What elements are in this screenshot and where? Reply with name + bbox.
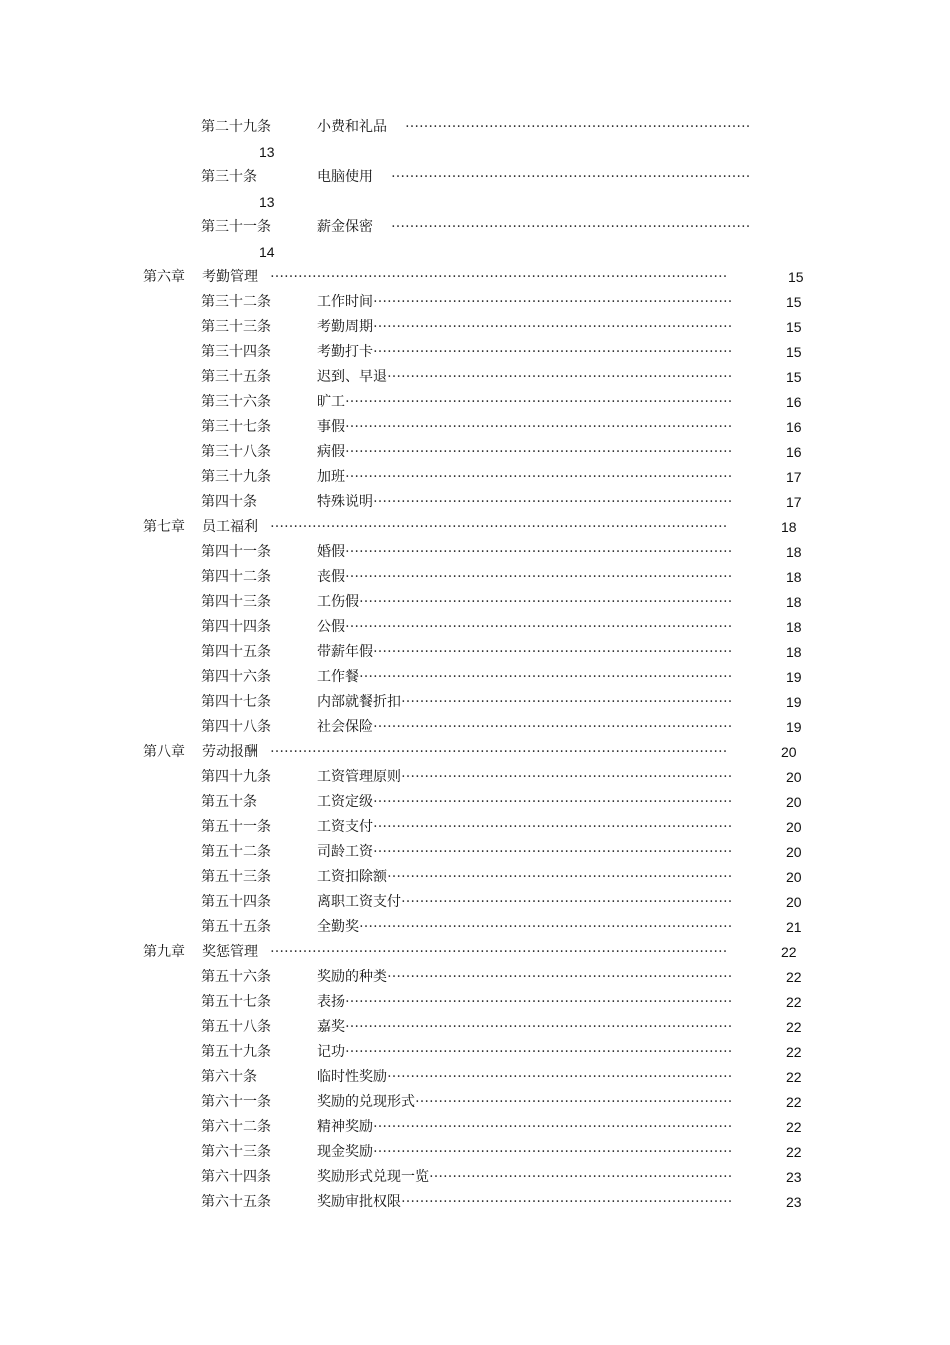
dot-leader	[345, 441, 732, 459]
article-number: 第六十二条	[201, 1119, 271, 1135]
article-number: 第三十六条	[201, 394, 271, 410]
page-number: 18	[786, 594, 802, 610]
page-number: 20	[781, 744, 797, 760]
chapter-number: 第七章	[143, 519, 185, 535]
toc-entry	[0, 866, 950, 888]
toc-entry	[0, 1116, 950, 1138]
dot-leader	[373, 491, 732, 509]
toc-entry	[0, 966, 950, 988]
entry-title: 考勤周期	[317, 319, 373, 335]
toc-entry	[0, 391, 950, 413]
toc-entry	[0, 816, 950, 838]
entry-title: 带薪年假	[317, 644, 373, 660]
entry-title: 旷工	[317, 394, 345, 410]
entry-title: 嘉奖	[317, 1019, 345, 1035]
page-number: 22	[786, 994, 802, 1010]
chapter-heading	[0, 516, 950, 538]
toc-entry	[0, 1016, 950, 1038]
dot-leader	[345, 991, 732, 1009]
dot-leader	[387, 966, 732, 984]
toc-entry	[0, 991, 950, 1013]
chapter-number: 第八章	[143, 744, 185, 760]
dot-leader	[345, 541, 732, 559]
dot-leader	[373, 316, 732, 334]
page-number: 19	[786, 694, 802, 710]
toc-entry	[0, 341, 950, 363]
toc-entry	[0, 591, 950, 613]
entry-title: 工资定级	[317, 794, 373, 810]
article-number: 第四十五条	[201, 644, 271, 660]
article-number: 第五十三条	[201, 869, 271, 885]
chapter-heading	[0, 266, 950, 288]
article-number: 第五十四条	[201, 894, 271, 910]
dot-leader	[373, 816, 732, 834]
toc-entry	[0, 1041, 950, 1063]
article-number: 第六十条	[201, 1069, 257, 1085]
article-number: 第四十二条	[201, 569, 271, 585]
article-number: 第三十七条	[201, 419, 271, 435]
page-number: 19	[786, 669, 802, 685]
article-number: 第四十六条	[201, 669, 271, 685]
chapter-heading	[0, 941, 950, 963]
toc-entry	[0, 691, 950, 713]
entry-title: 工资支付	[317, 819, 373, 835]
dot-leader	[345, 1041, 732, 1059]
article-number: 第六十一条	[201, 1094, 271, 1110]
toc-entry	[0, 716, 950, 738]
article-number: 第三十一条	[201, 219, 271, 235]
article-number: 第五十二条	[201, 844, 271, 860]
page-number: 15	[786, 319, 802, 335]
entry-title: 社会保险	[317, 719, 373, 735]
page-number: 22	[786, 1019, 802, 1035]
page-number: 18	[786, 544, 802, 560]
dot-leader	[401, 1191, 732, 1209]
entry-title: 奖励的兑现形式	[317, 1094, 415, 1110]
entry-title: 工作餐	[317, 669, 359, 685]
dot-leader	[373, 1116, 732, 1134]
dot-leader	[270, 516, 728, 534]
dot-leader	[373, 291, 732, 309]
entry-title: 表扬	[317, 994, 345, 1010]
dot-leader	[387, 366, 732, 384]
page-number: 22	[786, 1069, 802, 1085]
entry-title: 迟到、早退	[317, 369, 387, 385]
chapter-title: 考勤管理	[202, 269, 258, 285]
page-number: 14	[259, 244, 275, 260]
dot-leader	[345, 416, 732, 434]
dot-leader	[387, 866, 732, 884]
dot-leader	[387, 1066, 732, 1084]
entry-title: 奖励审批权限	[317, 1194, 401, 1210]
dot-leader	[359, 591, 732, 609]
dot-leader	[270, 741, 728, 759]
chapter-number: 第九章	[143, 944, 185, 960]
dot-leader	[401, 766, 732, 784]
article-number: 第三十四条	[201, 344, 271, 360]
dot-leader	[359, 916, 732, 934]
dot-leader	[373, 641, 732, 659]
toc-entry	[0, 891, 950, 913]
article-number: 第三十九条	[201, 469, 271, 485]
toc-entry	[0, 316, 950, 338]
article-number: 第五十八条	[201, 1019, 271, 1035]
entry-title: 考勤打卡	[317, 344, 373, 360]
dot-leader	[401, 891, 732, 909]
dot-leader	[391, 166, 750, 184]
page-number: 20	[786, 819, 802, 835]
page-number: 18	[786, 644, 802, 660]
page-number: 16	[786, 444, 802, 460]
page-number: 22	[786, 969, 802, 985]
dot-leader	[345, 616, 732, 634]
dot-leader	[345, 1016, 732, 1034]
page-number: 18	[781, 519, 797, 535]
article-number: 第四十一条	[201, 544, 271, 560]
article-number: 第四十七条	[201, 694, 271, 710]
entry-title: 记功	[317, 1044, 345, 1060]
page-number: 23	[786, 1194, 802, 1210]
article-number: 第三十八条	[201, 444, 271, 460]
dot-leader	[345, 566, 732, 584]
entry-title: 小费和礼品	[317, 119, 387, 135]
entry-title: 奖励的种类	[317, 969, 387, 985]
entry-title: 工伤假	[317, 594, 359, 610]
page-number: 20	[786, 894, 802, 910]
article-number: 第五十七条	[201, 994, 271, 1010]
chapter-title: 劳动报酬	[202, 744, 258, 760]
article-number: 第五十六条	[201, 969, 271, 985]
toc-entry	[0, 1141, 950, 1163]
entry-title: 奖励形式兑现一览	[317, 1169, 429, 1185]
entry-title: 临时性奖励	[317, 1069, 387, 1085]
article-number: 第六十三条	[201, 1144, 271, 1160]
page-number: 21	[786, 919, 802, 935]
article-number: 第四十三条	[201, 594, 271, 610]
toc-entry	[0, 791, 950, 813]
entry-title: 事假	[317, 419, 345, 435]
article-number: 第三十五条	[201, 369, 271, 385]
toc-entry	[0, 641, 950, 663]
dot-leader	[415, 1091, 732, 1109]
page-number: 16	[786, 419, 802, 435]
toc-entry-wrapped	[0, 216, 950, 238]
toc-entry	[0, 291, 950, 313]
article-number: 第三十条	[201, 169, 257, 185]
page-number: 22	[781, 944, 797, 960]
page-number: 16	[786, 394, 802, 410]
dot-leader	[359, 666, 732, 684]
toc-entry	[0, 841, 950, 863]
dot-leader	[373, 791, 732, 809]
article-number: 第四十条	[201, 494, 257, 510]
page-number: 17	[786, 494, 802, 510]
page-number: 15	[786, 344, 802, 360]
entry-title: 薪金保密	[317, 219, 373, 235]
article-number: 第四十九条	[201, 769, 271, 785]
dot-leader	[373, 1141, 732, 1159]
toc-entry	[0, 766, 950, 788]
dot-leader	[373, 841, 732, 859]
dot-leader	[405, 116, 750, 134]
article-number: 第四十八条	[201, 719, 271, 735]
entry-title: 特殊说明	[317, 494, 373, 510]
entry-title: 加班	[317, 469, 345, 485]
toc-entry-wrapped	[0, 116, 950, 138]
entry-title: 现金奖励	[317, 1144, 373, 1160]
toc-entry-wrapped	[0, 166, 950, 188]
dot-leader	[373, 341, 732, 359]
page-number: 20	[786, 844, 802, 860]
article-number: 第五十一条	[201, 819, 271, 835]
toc-entry	[0, 466, 950, 488]
dot-leader	[401, 691, 732, 709]
dot-leader	[270, 266, 728, 284]
toc-entry	[0, 566, 950, 588]
page-number: 15	[786, 294, 802, 310]
page-number: 13	[259, 144, 275, 160]
article-number: 第三十二条	[201, 294, 271, 310]
toc-entry	[0, 441, 950, 463]
dot-leader	[345, 466, 732, 484]
toc-entry	[0, 916, 950, 938]
dot-leader	[345, 391, 732, 409]
page-number: 18	[786, 569, 802, 585]
page-number: 15	[788, 269, 804, 285]
page-number: 18	[786, 619, 802, 635]
page-number: 17	[786, 469, 802, 485]
page-number: 22	[786, 1044, 802, 1060]
toc-entry	[0, 1066, 950, 1088]
article-number: 第四十四条	[201, 619, 271, 635]
toc-entry	[0, 1091, 950, 1113]
dot-leader	[429, 1166, 732, 1184]
entry-title: 工资扣除额	[317, 869, 387, 885]
article-number: 第五十条	[201, 794, 257, 810]
page-number: 20	[786, 869, 802, 885]
article-number: 第三十三条	[201, 319, 271, 335]
entry-title: 全勤奖	[317, 919, 359, 935]
entry-title: 病假	[317, 444, 345, 460]
chapter-number: 第六章	[143, 269, 185, 285]
toc-entry	[0, 366, 950, 388]
toc-entry	[0, 666, 950, 688]
page-number: 23	[786, 1169, 802, 1185]
page-number: 20	[786, 769, 802, 785]
entry-title: 电脑使用	[317, 169, 373, 185]
chapter-title: 员工福利	[202, 519, 258, 535]
dot-leader	[391, 216, 750, 234]
entry-title: 离职工资支付	[317, 894, 401, 910]
article-number: 第五十九条	[201, 1044, 271, 1060]
page-number: 15	[786, 369, 802, 385]
page-number: 13	[259, 194, 275, 210]
entry-title: 司龄工资	[317, 844, 373, 860]
entry-title: 工资管理原则	[317, 769, 401, 785]
dot-leader	[373, 716, 732, 734]
toc-entry	[0, 491, 950, 513]
entry-title: 内部就餐折扣	[317, 694, 401, 710]
article-number: 第五十五条	[201, 919, 271, 935]
entry-title: 精神奖励	[317, 1119, 373, 1135]
entry-title: 丧假	[317, 569, 345, 585]
article-number: 第二十九条	[201, 119, 271, 135]
toc-entry	[0, 1191, 950, 1213]
dot-leader	[270, 941, 728, 959]
toc-entry	[0, 416, 950, 438]
page-number: 20	[786, 794, 802, 810]
page-number: 22	[786, 1144, 802, 1160]
page-number: 22	[786, 1094, 802, 1110]
page-number: 19	[786, 719, 802, 735]
toc-entry	[0, 541, 950, 563]
chapter-heading	[0, 741, 950, 763]
chapter-title: 奖惩管理	[202, 944, 258, 960]
toc-entry	[0, 1166, 950, 1188]
article-number: 第六十五条	[201, 1194, 271, 1210]
toc-entry	[0, 616, 950, 638]
entry-title: 工作时间	[317, 294, 373, 310]
page-number: 22	[786, 1119, 802, 1135]
entry-title: 婚假	[317, 544, 345, 560]
article-number: 第六十四条	[201, 1169, 271, 1185]
entry-title: 公假	[317, 619, 345, 635]
